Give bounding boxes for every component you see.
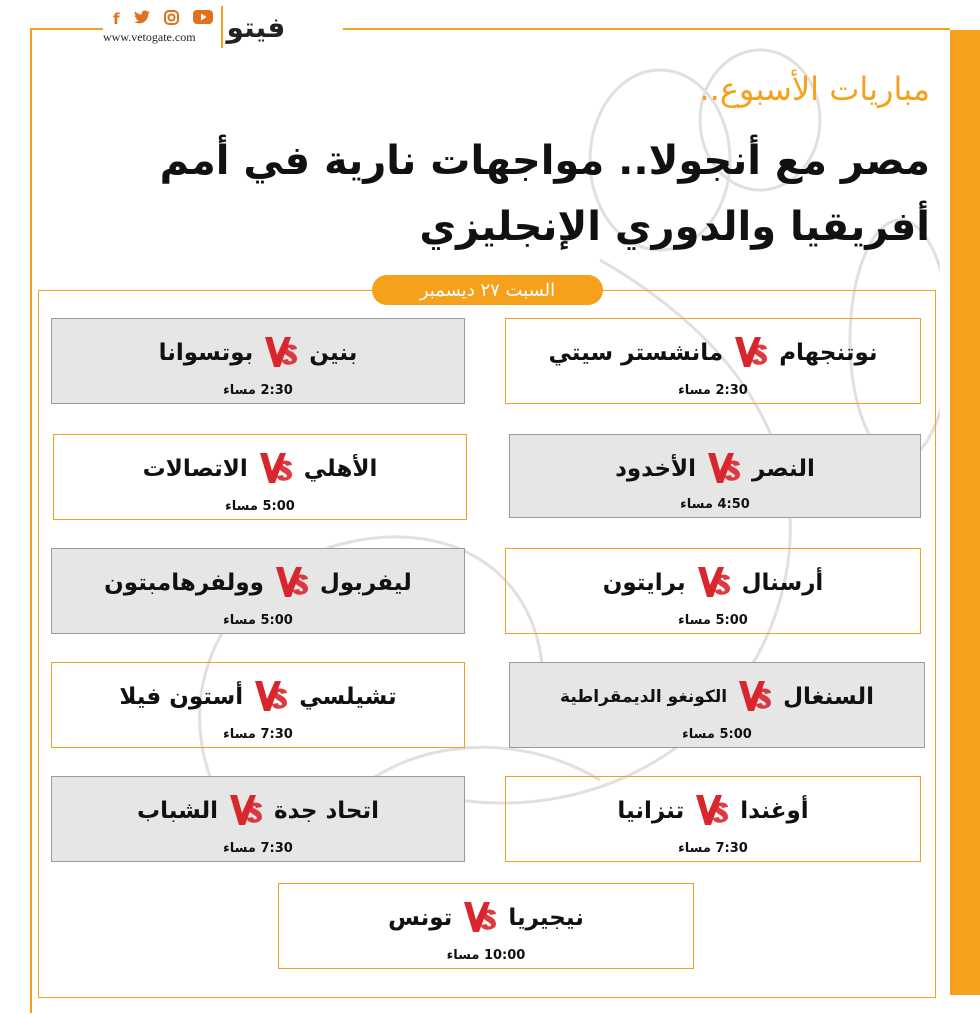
vs-icon — [263, 333, 299, 373]
match-card — [505, 776, 921, 862]
home-team: أوغندا — [740, 798, 809, 824]
match-time: 7:30 مساء — [678, 841, 748, 856]
section-subtitle: مباريات الأسبوع.. — [699, 70, 930, 108]
match-time: 2:30 مساء — [678, 383, 748, 398]
match-card — [53, 434, 467, 520]
left-border — [30, 28, 32, 1013]
match-teams — [279, 894, 693, 942]
away-team: الأخدود — [615, 456, 697, 482]
match-time: 5:00 مساء — [678, 613, 748, 628]
home-team: تشيلسي — [299, 684, 397, 710]
match-card — [51, 662, 465, 748]
match-time: 5:00 مساء — [225, 499, 295, 514]
youtube-icon[interactable] — [193, 10, 213, 29]
away-team: بوتسوانا — [158, 340, 254, 366]
away-team: الكونغو الديمقراطية — [560, 687, 728, 707]
home-team: الأهلي — [303, 456, 378, 482]
match-time: 7:30 مساء — [223, 727, 293, 742]
match-card — [505, 318, 921, 404]
away-team: تنزانيا — [617, 798, 685, 824]
match-teams — [506, 329, 920, 377]
away-team: الاتصالات — [142, 456, 248, 482]
page-title: مصر مع أنجولا.. مواجهات نارية في أمم أفريقيا والدوري الإنجليزي — [159, 138, 930, 250]
vs-icon — [462, 898, 498, 938]
match-card — [278, 883, 694, 969]
match-card — [509, 662, 925, 748]
match-time: 5:00 مساء — [223, 613, 293, 628]
vs-icon — [228, 791, 264, 831]
vs-icon — [733, 333, 769, 373]
away-team: وولفرهامبتون — [104, 570, 264, 596]
date-badge: السبت ٢٧ ديسمبر — [372, 275, 603, 305]
match-teams — [52, 559, 464, 607]
match-teams — [506, 787, 920, 835]
home-team: السنغال — [783, 684, 874, 710]
match-card — [51, 548, 465, 634]
match-card — [509, 434, 921, 518]
vs-icon — [696, 563, 732, 603]
away-team: برايتون — [602, 570, 686, 596]
match-card — [51, 318, 465, 404]
twitter-icon[interactable] — [134, 10, 150, 29]
instagram-icon[interactable] — [164, 10, 179, 29]
vs-icon — [253, 677, 289, 717]
away-team: تونس — [388, 905, 453, 931]
site-header — [103, 6, 343, 48]
match-teams — [510, 673, 924, 721]
match-teams — [52, 673, 464, 721]
match-teams — [510, 445, 920, 493]
home-team: نوتنجهام — [779, 340, 878, 366]
match-time: 2:30 مساء — [223, 383, 293, 398]
match-time: 7:30 مساء — [223, 841, 293, 856]
facebook-icon[interactable]: f — [113, 9, 120, 28]
home-team: النصر — [752, 456, 815, 482]
match-teams — [52, 329, 464, 377]
away-team: الشباب — [136, 798, 219, 824]
match-time: 4:50 مساء — [680, 497, 750, 512]
vs-icon — [737, 677, 773, 717]
site-logo[interactable]: فيتو — [221, 6, 286, 48]
match-card — [51, 776, 465, 862]
match-teams — [506, 559, 920, 607]
home-team: اتحاد جدة — [274, 798, 380, 824]
match-teams — [52, 787, 464, 835]
match-time: 10:00 مساء — [446, 948, 526, 963]
home-team: أرسنال — [741, 570, 824, 596]
home-team: نيجيريا — [508, 905, 584, 931]
vs-icon — [694, 791, 730, 831]
site-url[interactable]: www.vetogate.com — [103, 29, 196, 44]
away-team: أستون فيلا — [119, 684, 244, 710]
home-team: ليفربول — [319, 570, 412, 596]
home-team: بنين — [309, 340, 358, 366]
away-team: مانشستر سيتي — [548, 340, 724, 366]
match-time: 5:00 مساء — [682, 727, 752, 742]
match-teams — [54, 445, 466, 493]
vs-icon — [706, 449, 742, 489]
vs-icon — [274, 563, 310, 603]
match-card — [505, 548, 921, 634]
vs-icon — [258, 449, 294, 489]
social-block — [103, 10, 213, 45]
accent-bar — [950, 30, 980, 995]
